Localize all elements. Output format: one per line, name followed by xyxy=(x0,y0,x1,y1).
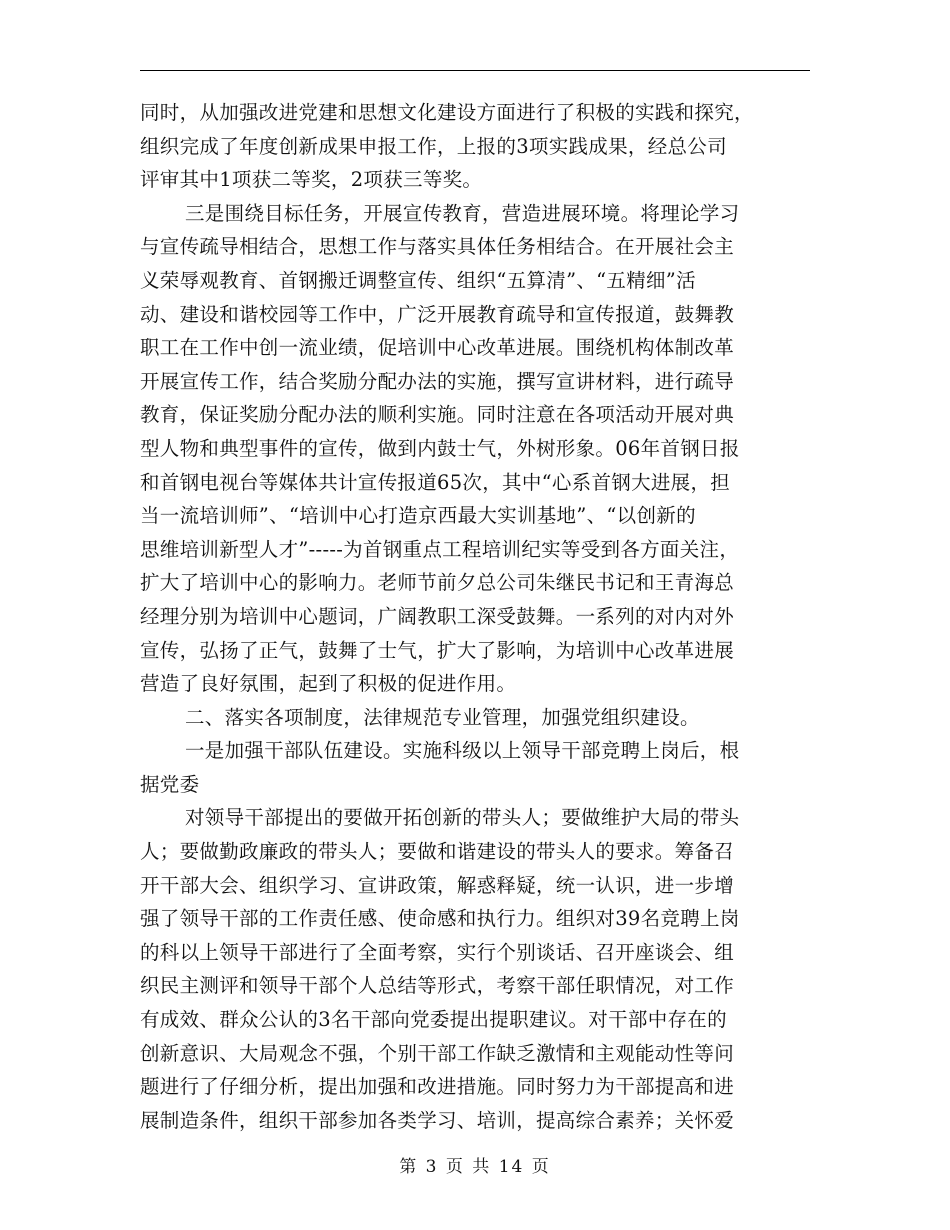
text-line: 经理分别为培训中心题词，广阔教职工深受鼓舞。一系列的对内对外 xyxy=(140,604,735,628)
text-line: 型人物和典型事件的宣传，做到内鼓士气，外树形象。06年首钢日报 xyxy=(140,436,740,460)
paragraph-start-line: 对领导干部提出的要做开拓创新的带头人；要做维护大局的带头 xyxy=(185,806,740,830)
paragraph-start-line: 三是围绕目标任务，开展宣传教育，营造进展环境。将理论学习 xyxy=(185,201,740,225)
paragraph-start-line: 一是加强干部队伍建设。实施科级以上领导干部竞聘上岗后，根 xyxy=(185,739,740,763)
text-line: 和首钢电视台等媒体共计宣传报道65次，其中“心系首钢大进展，担 xyxy=(140,470,731,494)
section-heading: 二、落实各项制度，法律规范专业管理，加强党组织建设。 xyxy=(185,705,700,729)
text-line: 宣传，弘扬了正气，鼓舞了士气，扩大了影响，为培训中心改革进展 xyxy=(140,638,735,662)
text-line: 题进行了仔细分析，提出加强和改进措施。同时努力为干部提高和进 xyxy=(140,1075,735,1099)
text-line: 人；要做勤政廉政的带头人；要做和谐建设的带头人的要求。筹备召 xyxy=(140,840,735,864)
text-line: 与宣传疏导相结合，思想工作与落实具体任务相结合。在开展社会主 xyxy=(140,235,735,259)
text-line: 展制造条件，组织干部参加各类学习、培训，提高综合素养；关怀爱 xyxy=(140,1108,735,1132)
text-line: 强了领导干部的工作责任感、使命感和执行力。组织对39名竞聘上岗 xyxy=(140,907,740,931)
header-rule xyxy=(140,70,810,71)
text-line: 组织完成了年度创新成果申报工作，上报的3项实践成果，经总公司 xyxy=(140,134,727,158)
text-line: 教育，保证奖励分配办法的顺利实施。同时注意在各项活动开展对典 xyxy=(140,403,735,427)
page-footer: 第 3 页 共 14 页 xyxy=(399,1157,551,1177)
text-line: 扩大了培训中心的影响力。老师节前夕总公司朱继民书记和王青海总 xyxy=(140,571,735,595)
text-line: 职工在工作中创一流业绩，促培训中心改革进展。围绕机构体制改革 xyxy=(140,336,735,360)
text-line: 评审其中1项获二等奖，2项获三等奖。 xyxy=(140,168,483,192)
text-line: 思维培训新型人才”-----为首钢重点工程培训纪实等受到各方面关注， xyxy=(140,537,740,561)
text-line: 营造了良好氛围，起到了积极的促进作用。 xyxy=(140,672,517,696)
text-line: 义荣辱观教育、首钢搬迁调整宣传、组织“五算清”、“五精细”活 xyxy=(140,268,696,292)
text-line: 织民主测评和领导干部个人总结等形式，考察干部任职情况，对工作 xyxy=(140,974,735,998)
text-line: 开展宣传工作，结合奖励分配办法的实施，撰写宣讲材料，进行疏导 xyxy=(140,369,735,393)
text-line: 据党委 xyxy=(140,772,200,796)
document-body xyxy=(140,96,820,1137)
text-line: 的科以上领导干部进行了全面考察，实行个别谈话、召开座谈会、组 xyxy=(140,940,735,964)
text-line: 有成效、群众公认的3名干部向党委提出提职建议。对干部中存在的 xyxy=(140,1008,727,1032)
text-line: 同时，从加强改进党建和思想文化建设方面进行了积极的实践和探究， xyxy=(140,101,754,124)
text-line: 动、建设和谐校园等工作中，广泛开展教育疏导和宣传报道，鼓舞教 xyxy=(140,302,735,326)
text-line: 创新意识、大局观念不强，个别干部工作缺乏激情和主观能动性等问 xyxy=(140,1041,735,1065)
text-line: 当一流培训师”、“培训中心打造京西最大实训基地”、“以创新的 xyxy=(140,504,696,528)
text-line: 开干部大会、组织学习、宣讲政策，解惑释疑，统一认识，进一步增 xyxy=(140,873,735,897)
